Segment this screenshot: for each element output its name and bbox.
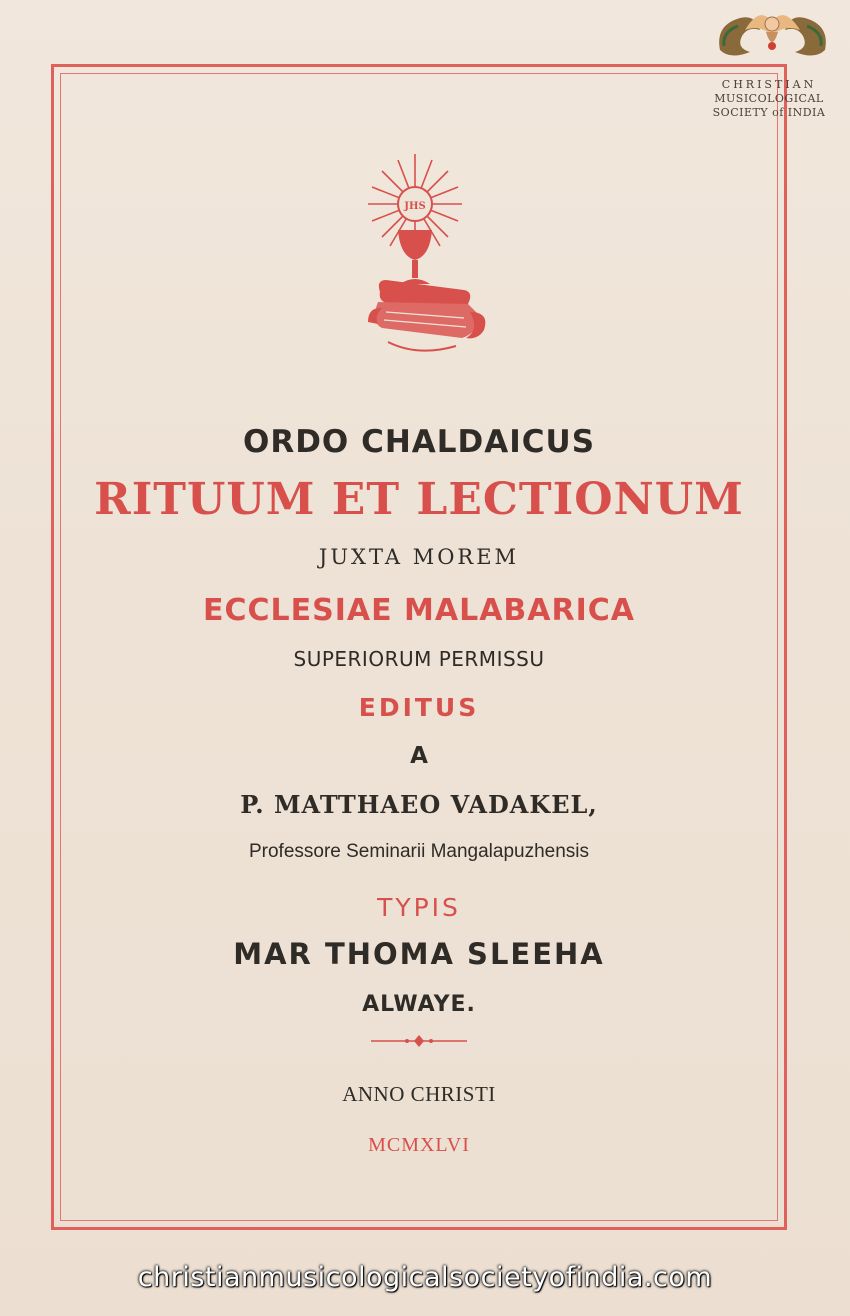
imprint-label: TYPIS bbox=[377, 893, 461, 922]
title-line-rituum-et-lectionum: RITUUM ET LECTIONUM bbox=[94, 474, 744, 525]
author-title: Professore Seminarii Mangalapuzhensis bbox=[248, 841, 590, 862]
press-place: ALWAYE. bbox=[362, 992, 476, 1017]
emblem-monogram: JHS bbox=[404, 201, 426, 212]
author-name: P. MATTHAEO VADAKEL, bbox=[240, 790, 598, 819]
chalice-host-emblem-icon bbox=[368, 152, 488, 357]
logo-text-line-1: CHRISTIAN bbox=[721, 78, 817, 91]
logo-text-line-3: SOCIETY of INDIA bbox=[712, 106, 826, 119]
title-line-a: A bbox=[410, 743, 428, 769]
date-label: ANNO CHRISTI bbox=[342, 1082, 496, 1106]
press-name: MAR THOMA SLEEHA bbox=[233, 937, 605, 971]
website-watermark: christianmusicologicalsocietyofindia.com bbox=[137, 1262, 713, 1293]
title-line-ecclesiae-malabarica: ECCLESIAE MALABARICA bbox=[202, 593, 636, 628]
title-line-superiorum-permissu: SUPERIORUM PERMISSU bbox=[293, 647, 545, 671]
publication-year: MCMXLVI bbox=[368, 1134, 470, 1156]
title-line-juxta-morem: JUXTA MOREM bbox=[318, 545, 520, 569]
title-line-editus: EDITUS bbox=[358, 693, 480, 722]
title-line-ordo-chaldaicus: ORDO CHALDAICUS bbox=[242, 424, 596, 460]
ornamental-divider-icon bbox=[371, 1034, 467, 1048]
logo-text-line-2: MUSICOLOGICAL bbox=[714, 92, 824, 105]
